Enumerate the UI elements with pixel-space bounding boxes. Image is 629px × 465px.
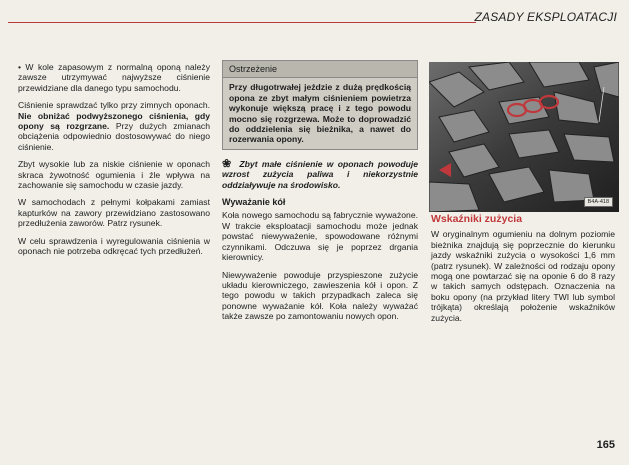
paragraph-pressure-effects: Zbyt wysokie lub za niskie ciśnienie w oponach skraca żywotność ogumienia i źle wpływa na zachowanie się samochodu w czasie jazdy. xyxy=(18,159,210,191)
middle-column xyxy=(222,60,418,329)
environment-note xyxy=(222,159,418,190)
left-column xyxy=(18,62,210,264)
warning-box xyxy=(222,60,418,150)
bold-warning-text: Nie obniżać podwyższonego ciśnienia, gdy opony są rozgrzane. xyxy=(18,110,210,132)
paragraph-valve-extensions: W samochodach z pełnymi kołpakami zamiast kapturków na zawory przewidziano zastosowano przedłużenia zaworów. Patrz rysunek. xyxy=(18,197,210,229)
paragraph-spare-wheel: • W kole zapasowym z normalną oponą należy zawsze utrzymywać najwyższe ciśnienie przewidziane dla danego typu samochodu. xyxy=(18,62,210,93)
paragraph-cold-tires: Ciśnienie sprawdzać tylko przy zimnych oponach. Nie obniżać podwyższonego ciśnienia, gdy opony są rozgrzane. Przy dużych zmianach obciążenia odpowiednio dostosowywać do niego ciśnienie. xyxy=(18,100,210,152)
right-column xyxy=(431,214,615,330)
warning-title: Ostrzeżenie xyxy=(223,61,417,78)
page-header-title: ZASADY EKSPLOATACJI xyxy=(474,10,617,24)
figure-label: B4A-418 xyxy=(584,197,613,207)
balancing-paragraph-2: Niewyważenie powoduje przyspieszone zużycie układu kierowniczego, zawieszenia kół i opon. Z tego powodu w takich przypadkach zaleca się ponowne wyważanie kół. Koła należy wyważać także zawsze po zamontowaniu nowych opon. xyxy=(222,269,418,322)
paragraph-check-pressure: W celu sprawdzenia i wyregulowania ciśnienia w oponach nie potrzeba odkręcać tych przedłużeń. xyxy=(18,235,210,257)
page-number: 165 xyxy=(596,439,615,451)
environment-note-text: Zbyt małe ciśnienie w oponach powoduje wzrost zużycia paliwa i niekorzystnie oddziaływuje na środowisko. xyxy=(222,158,418,190)
balancing-paragraph-1: Koła nowego samochodu są fabrycznie wyważone. W trakcie eksploatacji samochodu może jednak powstać niewyważenie, spowodowane różnymi czynnikami. Odczuwa się je poprzez drgania kierownicy. xyxy=(222,210,418,263)
header-rule xyxy=(8,22,476,23)
wear-indicators-text: W oryginalnym ogumieniu na dolnym poziomie bieżnika znajdują się poprzecznie do kierunku jazdy wskaźniki zużycia o wysokości 1,6 mm (patrz rysunek). W zależności od rodzaju opony mogą one powtarzać się na oponie 6 do 8 razy w takich samych odstępach. Oznaczenia na boku opony (na przykład litery TWI lub symbol trójkąta) określają położenie wskaźników zużycia. xyxy=(431,229,615,323)
balancing-heading: Wyważanie kół xyxy=(222,197,286,208)
wear-indicators-heading: Wskaźniki zużycia xyxy=(431,213,523,225)
tire-tread-icon xyxy=(429,62,619,212)
environment-flower-icon: ❀ xyxy=(222,157,234,170)
tire-tread-figure xyxy=(429,62,619,212)
warning-body: Przy długotrwałej jeździe z dużą prędkością opona ze zbyt małym ciśnieniem powietrza wykonuje większą pracę i z tego powodu mocno się rozgrzewa. Może to doprowadzić do oddzielenia się bieżnika, a nawet do rozerwania opony. xyxy=(229,82,411,145)
